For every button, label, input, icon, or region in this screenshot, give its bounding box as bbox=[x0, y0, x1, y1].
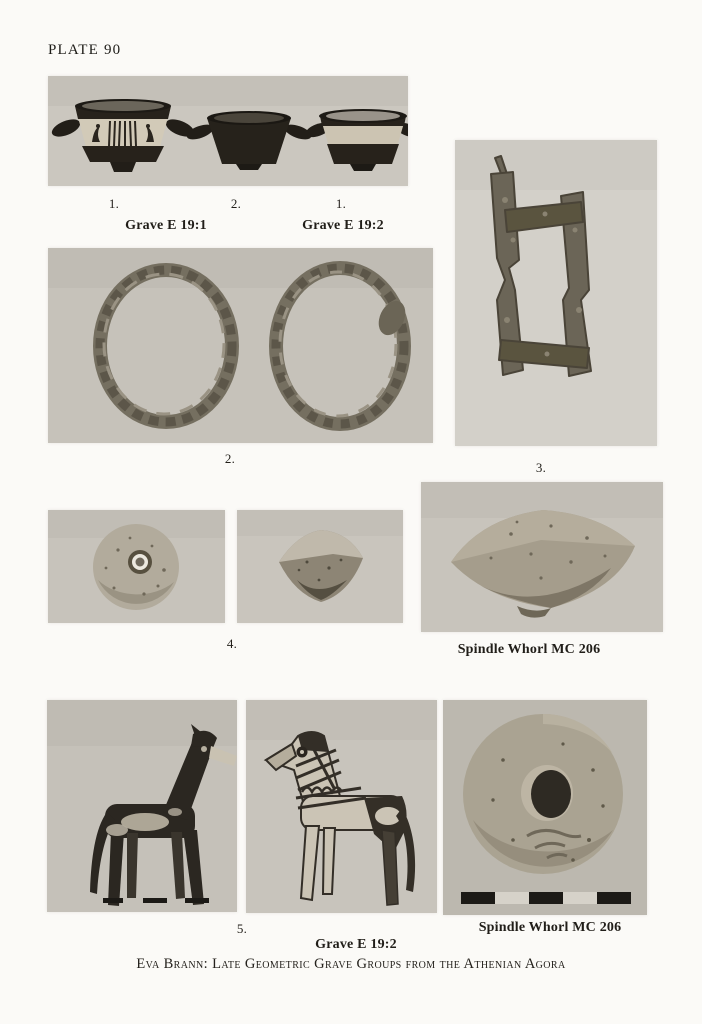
whorl-hole-illustration bbox=[48, 510, 225, 623]
spindle-whorl-top-illustration bbox=[443, 700, 647, 915]
photo-whorl-hole bbox=[48, 510, 225, 623]
iron-object-illustration bbox=[455, 140, 657, 446]
photo-horse-2 bbox=[246, 700, 437, 913]
photo-rings bbox=[48, 248, 433, 443]
plate-title: PLATE 90 bbox=[48, 42, 122, 58]
photo-spindle-whorl-top bbox=[443, 700, 647, 915]
photo-whorl-biconical bbox=[237, 510, 403, 623]
photo-horse-1 bbox=[47, 700, 237, 912]
figure-number: 2. bbox=[224, 451, 236, 466]
spindle-whorl-side-illustration bbox=[421, 482, 663, 632]
plate-caption: Eva Brann: Late Geometric Grave Groups from the Athenian Agora bbox=[136, 956, 566, 972]
photo-spindle-whorl-side bbox=[421, 482, 663, 632]
grave-label-e19-1: Grave E 19:1 bbox=[125, 218, 207, 233]
spindle-whorl-label: Spindle Whorl MC 206 bbox=[457, 642, 601, 657]
figure-number: 3. bbox=[535, 460, 547, 475]
photo-iron-object bbox=[455, 140, 657, 446]
figure-number: 4. bbox=[226, 636, 238, 651]
figure-number: 1. bbox=[108, 196, 120, 211]
whorl-biconical-illustration bbox=[237, 510, 403, 623]
figure-number: 5. bbox=[236, 921, 248, 936]
horse-figurine-painted-illustration bbox=[246, 700, 437, 913]
photo-skyphoi bbox=[48, 76, 408, 186]
grave-label-horses: Grave E 19:2 bbox=[315, 937, 397, 952]
skyphoi-illustration bbox=[48, 76, 408, 186]
horse-figurine-dark-illustration bbox=[47, 700, 237, 912]
grave-label-e19-2: Grave E 19:2 bbox=[302, 218, 384, 233]
spindle-whorl-label: Spindle Whorl MC 206 bbox=[478, 920, 622, 935]
rings-illustration bbox=[48, 248, 433, 443]
figure-number: 1. bbox=[335, 196, 347, 211]
figure-number: 2. bbox=[230, 196, 242, 211]
